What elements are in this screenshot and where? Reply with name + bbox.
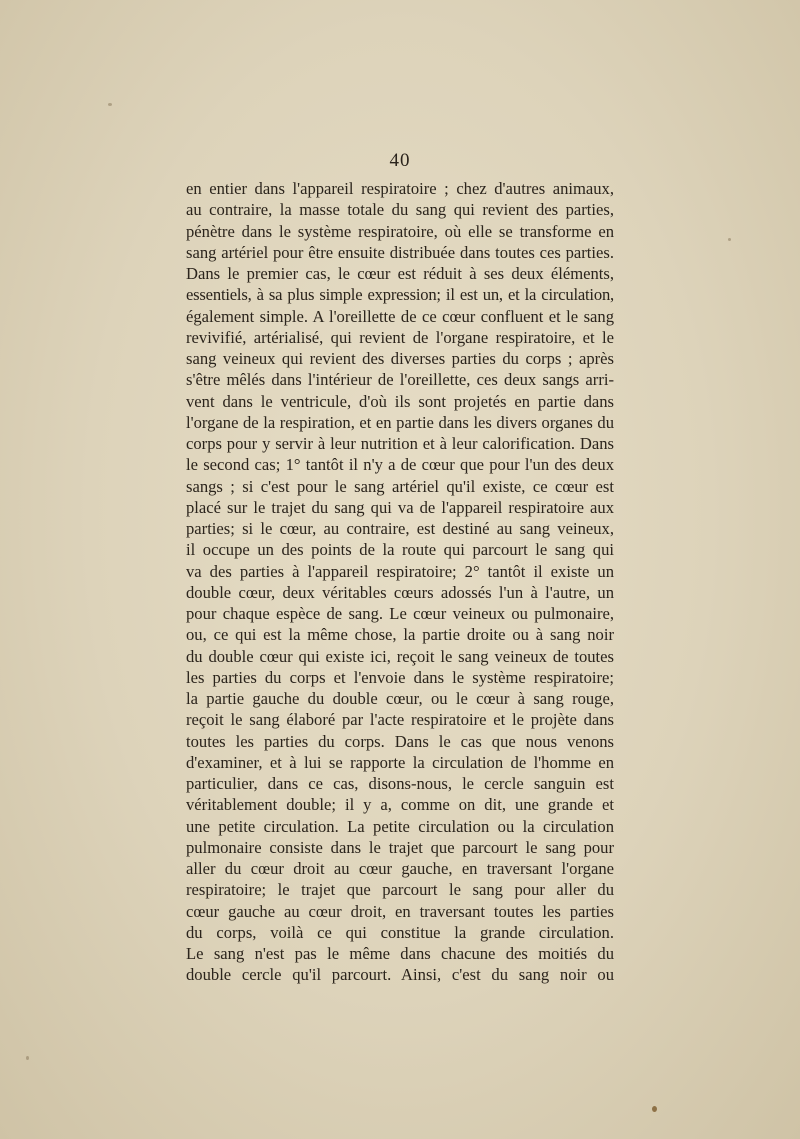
text-line: corps pour y servir à leur nutrition et à leur calorification. Dans xyxy=(186,434,614,453)
text-line: cœur gauche au cœur droit, en traversant toutes les parties xyxy=(186,901,614,921)
text-line: l'organe de la respiration, et en partie dans les divers organes du xyxy=(186,412,614,432)
paper-spot xyxy=(652,1106,657,1112)
text-line: s'être mêlés dans l'intérieur de l'oreillette, ces deux sangs arri- xyxy=(186,370,614,390)
text-line: toutes les parties du corps. Dans le cas que nous venons xyxy=(186,731,614,751)
text-line: le second cas; 1° tantôt il n'y a de cœur que pour l'un des deux xyxy=(186,455,614,475)
page-number: 40 xyxy=(389,150,411,171)
text-line: respiratoire; le trajet que parcourt le sang pour aller du xyxy=(186,880,614,900)
text-line: aller du cœur droit au cœur gauche, en traversant l'organe xyxy=(186,859,614,878)
text-line: les parties du corps et l'envoie dans le système respiratoire; xyxy=(186,667,614,687)
text-line: sang veineux qui revient des diverses parties du corps ; après xyxy=(186,349,614,368)
text-line: véritablement double; il y a, comme on dit, une grande et xyxy=(186,795,614,815)
text-line: particulier, dans ce cas, disons-nous, le cercle sanguin est xyxy=(186,774,614,793)
text-line: Dans le premier cas, le cœur est réduit à ses deux éléments, xyxy=(186,264,614,283)
text-line: au contraire, la masse totale du sang qui revient des parties, xyxy=(186,200,614,220)
text-line: du corps, voilà ce qui constitue la grande circulation. xyxy=(186,922,614,942)
paper-spot xyxy=(728,238,731,241)
paper-spot xyxy=(108,103,112,106)
text-line: parties; si le cœur, au contraire, est destiné au sang veineux, xyxy=(186,519,614,538)
paper-spot xyxy=(26,1056,29,1060)
text-line: double cœur, deux véritables cœurs adossés l'un à l'autre, un xyxy=(186,582,614,602)
text-line: également simple. A l'oreillette de ce cœur confluent et le sang xyxy=(186,306,614,326)
text-line: essentiels, à sa plus simple expression; il est un, et la circulation, xyxy=(186,285,614,305)
text-line: sang artériel pour être ensuite distribuée dans toutes ces parties. xyxy=(186,242,614,262)
body-text xyxy=(186,178,614,986)
text-line: la partie gauche du double cœur, ou le cœur à sang rouge, xyxy=(186,689,614,708)
text-line: revivifié, artérialisé, qui revient de l'organe respiratoire, et le xyxy=(186,327,614,347)
text-line: en entier dans l'appareil respiratoire ; chez d'autres animaux, xyxy=(186,179,614,198)
text-line: pénètre dans le système respiratoire, où elle se transforme en xyxy=(186,221,614,241)
text-line: d'examiner, et à lui se rapporte la circulation de l'homme en xyxy=(186,752,614,772)
text-line: placé sur le trajet du sang qui va de l'appareil respiratoire aux xyxy=(186,497,614,517)
text-line: Le sang n'est pas le même dans chacune des moitiés du xyxy=(186,944,614,963)
text-line: double cercle qu'il parcourt. Ainsi, c'est du sang noir ou xyxy=(186,965,614,985)
text-line: du double cœur qui existe ici, reçoit le sang veineux de toutes xyxy=(186,646,614,666)
text-line: une petite circulation. La petite circulation ou la circulation xyxy=(186,816,614,836)
text-line: vent dans le ventricule, d'où ils sont projetés en partie dans xyxy=(186,391,614,411)
text-line: sangs ; si c'est pour le sang artériel qu'il existe, ce cœur est xyxy=(186,476,614,496)
text-line: pulmonaire consiste dans le trajet que parcourt le sang pour xyxy=(186,837,614,857)
text-line: il occupe un des points de la route qui parcourt le sang qui xyxy=(186,540,614,560)
text-line: va des parties à l'appareil respiratoire; 2° tantôt il existe un xyxy=(186,561,614,581)
text-line: reçoit le sang élaboré par l'acte respiratoire et le projète dans xyxy=(186,710,614,730)
text-line: ou, ce qui est la même chose, la partie droite ou à sang noir xyxy=(186,625,614,645)
text-line: pour chaque espèce de sang. Le cœur veineux ou pulmonaire, xyxy=(186,604,614,623)
